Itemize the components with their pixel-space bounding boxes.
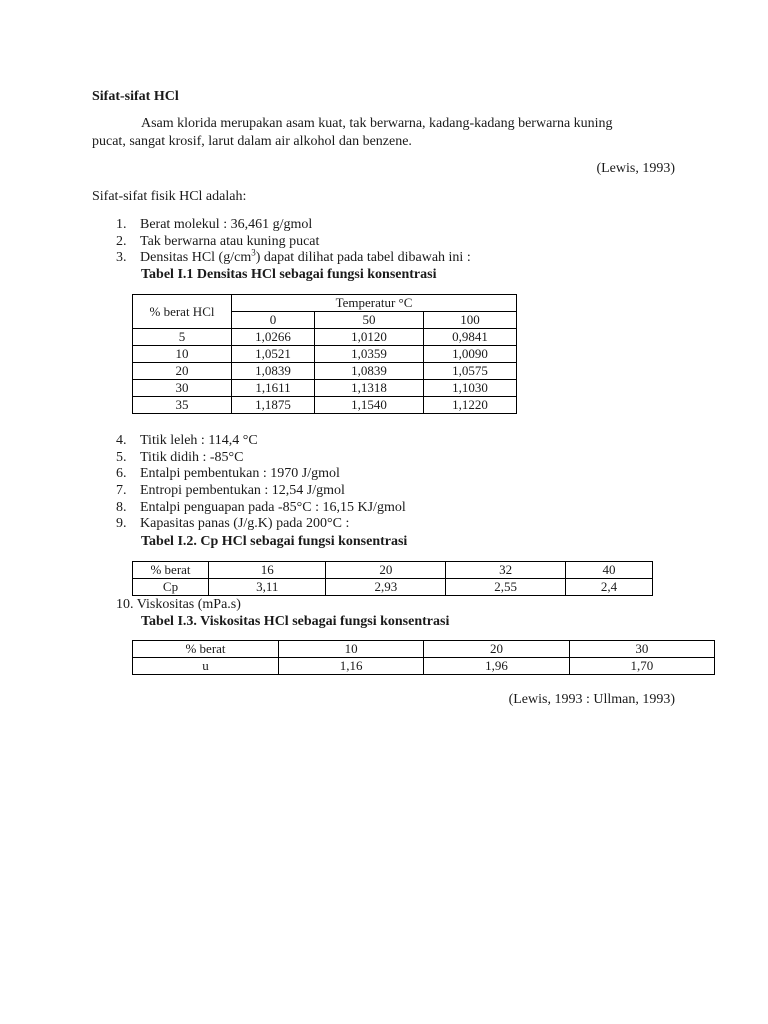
table-row: [133, 363, 517, 380]
list-item: [116, 450, 244, 466]
list-text: Titik leleh : 114,4 °C: [140, 433, 258, 448]
list-text: ) dapat dilihat pada tabel dibawah ini :: [255, 250, 471, 265]
table-cell: 1,96: [424, 658, 569, 675]
list-number: 4.: [116, 433, 127, 448]
table-header: 0: [232, 312, 315, 329]
list-item: [116, 433, 258, 449]
citation: (Lewis, 1993): [596, 161, 675, 176]
table-cell: 1,0521: [232, 346, 315, 363]
list-number: 6.: [116, 466, 127, 481]
viscosity-table: [132, 640, 715, 675]
table-cell: 1,70: [569, 658, 714, 675]
list-item: [116, 500, 406, 516]
list-number: 2.: [116, 234, 127, 249]
list-item: [116, 217, 312, 233]
list-number: 1.: [116, 217, 127, 232]
list-text: Titik didih : -85°C: [140, 450, 244, 465]
table-cell: 1,0090: [424, 346, 517, 363]
table-row: [133, 579, 653, 596]
superscript: 3: [251, 247, 256, 258]
table-cell: 1,0359: [315, 346, 424, 363]
table-cell: 1,0839: [232, 363, 315, 380]
list-text: Berat molekul : 36,461 g/gmol: [140, 217, 313, 232]
table-cell: 1,0839: [315, 363, 424, 380]
table-cell: 10: [279, 641, 424, 658]
table-row: [133, 641, 715, 658]
table-cell: 35: [133, 397, 232, 414]
paragraph-line-1: Asam klorida merupakan asam kuat, tak berwarna, kadang-kadang berwarna kuning: [141, 116, 613, 131]
table-cell: 1,1540: [315, 397, 424, 414]
table-cell: 5: [133, 329, 232, 346]
table-cell: 32: [446, 562, 566, 579]
cp-table: [132, 561, 653, 596]
table-cell: 1,0575: [424, 363, 517, 380]
citation: (Lewis, 1993 : Ullman, 1993): [508, 692, 675, 707]
list-item: [116, 466, 340, 482]
list-item: [116, 234, 319, 250]
table-cell: 1,0266: [232, 329, 315, 346]
table-cell: 30: [569, 641, 714, 658]
table-header: u: [133, 658, 279, 675]
table-cell: 2,55: [446, 579, 566, 596]
list-text: Densitas HCl (g/cm: [140, 250, 252, 265]
table-cell: 16: [209, 562, 326, 579]
table-header: 100: [424, 312, 517, 329]
density-table: [132, 294, 517, 414]
table2-caption: Tabel I.2. Cp HCl sebagai fungsi konsentrasi: [141, 534, 408, 549]
table-cell: 1,1030: [424, 380, 517, 397]
table-header: % berat: [133, 562, 209, 579]
table-header: Temperatur °C: [232, 295, 517, 312]
table-cell: 30: [133, 380, 232, 397]
table-row: [133, 329, 517, 346]
table-header: % berat: [133, 641, 279, 658]
table-cell: 20: [133, 363, 232, 380]
table-header: % berat HCl: [133, 295, 232, 329]
list-item: [116, 247, 471, 266]
list-item: [116, 483, 345, 499]
table-cell: 10: [133, 346, 232, 363]
table-cell: 20: [326, 562, 446, 579]
table-row: [133, 562, 653, 579]
list-item-10: 10. Viskositas (mPa.s): [116, 597, 241, 612]
list-number: 7.: [116, 483, 127, 498]
table-cell: 1,0120: [315, 329, 424, 346]
properties-intro: Sifat-sifat fisik HCl adalah:: [92, 189, 247, 204]
table-row: [133, 380, 517, 397]
list-number: 3.: [116, 250, 127, 265]
table-row: [133, 346, 517, 363]
table-cell: 2,93: [326, 579, 446, 596]
table-row: [133, 397, 517, 414]
table-cell: 1,1220: [424, 397, 517, 414]
table-cell: 3,11: [209, 579, 326, 596]
table-header: Cp: [133, 579, 209, 596]
list-text: Entropi pembentukan : 12,54 J/gmol: [140, 483, 345, 498]
list-number: 5.: [116, 450, 127, 465]
table-cell: 1,16: [279, 658, 424, 675]
table-cell: 0,9841: [424, 329, 517, 346]
section-title: Sifat-sifat HCl: [92, 89, 179, 104]
paragraph-line-2: pucat, sangat krosif, larut dalam air alkohol dan benzene.: [92, 134, 412, 149]
list-text: Kapasitas panas (J/g.K) pada 200°C :: [140, 516, 350, 531]
table-header: 50: [315, 312, 424, 329]
table-cell: 1,1875: [232, 397, 315, 414]
list-text: Entalpi penguapan pada -85°C : 16,15 KJ/gmol: [140, 500, 406, 515]
table-cell: 1,1611: [232, 380, 315, 397]
table1-caption: Tabel I.1 Densitas HCl sebagai fungsi konsentrasi: [141, 267, 437, 282]
list-item: [116, 516, 349, 532]
table-cell: 20: [424, 641, 569, 658]
table-cell: 1,1318: [315, 380, 424, 397]
list-text: Tak berwarna atau kuning pucat: [140, 234, 320, 249]
table-cell: 40: [565, 562, 652, 579]
table3-caption: Tabel I.3. Viskositas HCl sebagai fungsi konsentrasi: [141, 614, 450, 629]
list-number: 8.: [116, 500, 127, 515]
list-text: Entalpi pembentukan : 1970 J/gmol: [140, 466, 340, 481]
table-row: [133, 658, 715, 675]
table-cell: 2,4: [565, 579, 652, 596]
list-number: 9.: [116, 516, 127, 531]
